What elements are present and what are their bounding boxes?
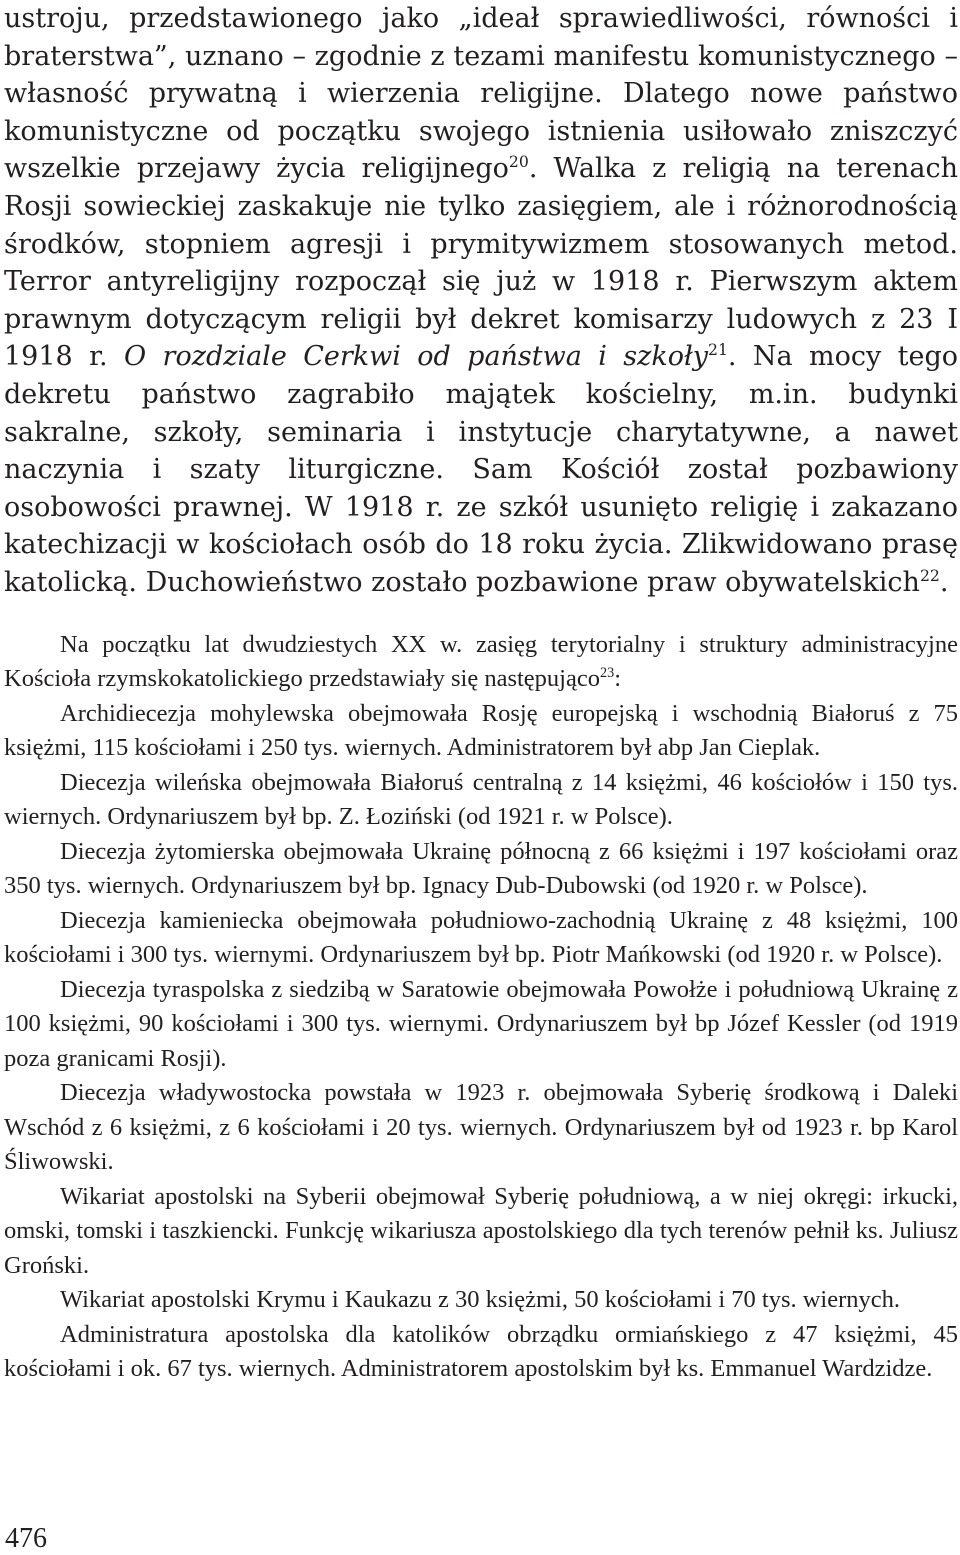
section-intro-text: Na początku lat dwudziestych XX w. zasięg terytorialny i struktury administracyjne Kościoła rzymskokatolickiego przedstawiały się następująco — [4, 630, 958, 692]
diocese-wilno-paragraph: Diecezja wileńska obejmowała Białoruś centralną z 14 księżmi, 46 kościołów i 150 tys. wiernych. Ordynariuszem był bp. Z. Łoziński (od 1921 r. w Polsce). — [4, 768, 958, 830]
armenian-administration-paragraph: Administratura apostolska dla katolików obrządku ormiańskiego z 47 księżmi, 45 kościołami i ok. 67 tys. wiernych. Administratorem apostolskim był ks. Emmanuel Wardzidze. — [4, 1320, 958, 1382]
footnote-ref-20[interactable]: 20 — [508, 152, 529, 172]
vicariate-siberia-paragraph: Wikariat apostolski na Syberii obejmował Syberię południową, a w niej okręgi: irkucki, omski, tomski i taszkiencki. Funkcję wikariusza apostolskiego dla tych terenów pełnił ks. Juliusz Groński. — [4, 1182, 958, 1279]
main-text-part-2: . Walka z religią na terenach Rosji sowieckiej zaskakuje nie tylko zasięgiem, ale i różnorodnością środków, stopniem agresji i prymitywizmem stosowanych metod. Terror antyreligijny rozpoczął się już w 1918 r. Pierwszym aktem prawnym dotyczącym religii był dekret komisarzy ludowych z 23 I 1918 r. — [4, 153, 958, 373]
section-intro-end: : — [614, 665, 621, 692]
diocese-zytomierz-paragraph: Diecezja żytomierska obejmowała Ukrainę północną z 66 księżmi i 197 kościołami oraz 350 tys. wiernych. Ordynariuszem był bp. Ignacy Dub-Dubowski (od 1920 r. w Polsce). — [4, 837, 958, 899]
footnote-ref-22[interactable]: 22 — [919, 565, 940, 585]
main-text-part-3: . Na mocy tego dekretu państwo zagrabiło majątek kościelny, m.in. budynki sakralne, szkoły, seminaria i instytucje charytatywne, a nawet naczynia i szaty liturgiczne. Sam Kościół został pozbawiony osobowości prawnej. W 1918 r. ze szkół usunięto religię i zakazano katechizacji w kościołach osób do 18 roku życia. Zlikwidowano prasę katolicką. Duchowieństwo zostało pozbawione praw obywatelskich — [4, 341, 959, 598]
diocese-tyraspol-paragraph: Diecezja tyraspolska z siedzibą w Saratowie obejmowała Powołże i południową Ukrainę z 100 księżmi, 90 kościołami i 300 tys. wiernymi. Ordynariuszem był bp Józef Kessler (od 1919 poza granicami Rosji). — [4, 975, 958, 1072]
main-text-part-1: ustroju, przedstawionego jako „ideał sprawiedliwości, równości i braterstwa”, uznano – zgodnie z tezami manifestu komunistycznego – własność prywatną i wierzenia religijne. Dlatego nowe państwo komunistyczne od początku swojego istnienia usiłowało zniszczyć wszelkie przejawy życia religijnego — [4, 3, 958, 185]
main-paragraph — [4, 0, 958, 602]
vicariate-crimea-caucasus-paragraph: Wikariat apostolski Krymu i Kaukazu z 30 księżmi, 50 kościołami i 70 tys. wiernych. — [60, 1286, 901, 1313]
section-intro — [4, 628, 958, 697]
diocese-kamieniec-paragraph: Diecezja kamieniecka obejmowała południowo-zachodnią Ukrainę z 48 księżmi, 100 kościołami i 300 tys. wiernymi. Ordynariuszem był bp. Piotr Mańkowski (od 1920 r. w Polsce). — [4, 906, 958, 968]
footnote-ref-21[interactable]: 21 — [707, 340, 728, 360]
decree-title: O rozdziale Cerkwi od państwa i szkoły — [124, 341, 708, 373]
diocese-wladywostok-paragraph: Diecezja władywostocka powstała w 1923 r. obejmowała Syberię środkową i Daleki Wschód z 6 księżmi, z 6 kościołami i 20 tys. wiernych. Ordynariuszem był od 1923 r. bp Karol Śliwowski. — [4, 1079, 958, 1175]
archdiocese-mohylew-paragraph: Archidiecezja mohylewska obejmowała Rosję europejską i wschodnią Białoruś z 75 księżmi, 115 kościołami i 250 tys. wiernych. Administratorem był abp Jan Cieplak. — [4, 699, 958, 761]
page-number: 476 — [5, 1523, 47, 1554]
main-text-part-4: . — [939, 566, 949, 598]
page — [4, 0, 958, 1387]
footnote-ref-23[interactable]: 23 — [599, 664, 615, 681]
church-structure-section — [4, 628, 958, 1387]
